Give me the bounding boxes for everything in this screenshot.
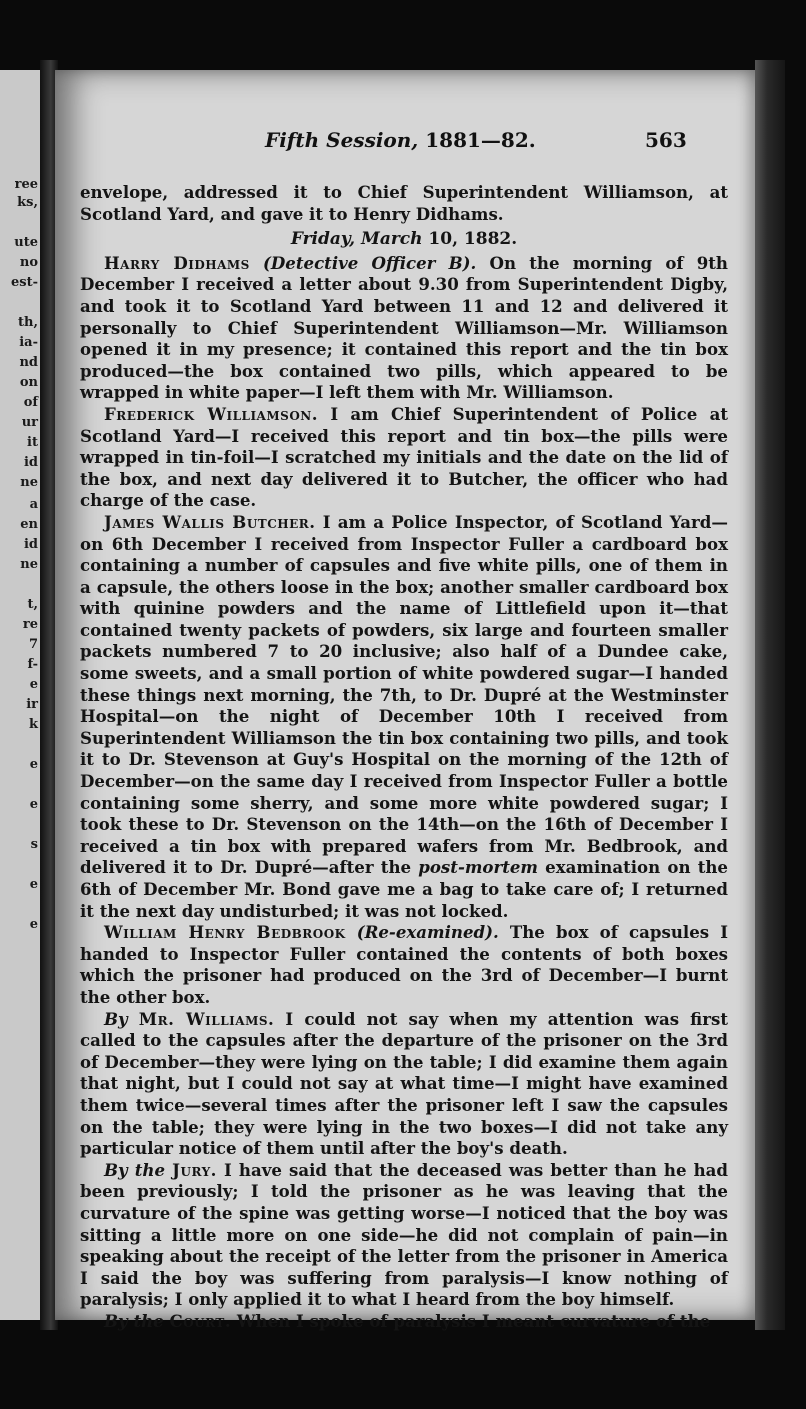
left-page-text-fragment: nd xyxy=(19,355,38,370)
left-page-text-fragment: ne xyxy=(20,557,38,572)
witness-name: James Wallis Butcher. xyxy=(104,511,316,532)
left-page-text-fragment: ne xyxy=(20,475,38,490)
exam-by-jury xyxy=(80,1160,728,1311)
left-page-text-fragment: ks, xyxy=(17,195,38,210)
left-page-text-fragment: ur xyxy=(21,415,38,430)
examiner-prefix: By the xyxy=(104,1310,164,1331)
examiner-prefix: By xyxy=(104,1008,128,1029)
exam-by-court xyxy=(80,1311,728,1333)
italic-term: post-mortem xyxy=(418,857,538,878)
left-page-text-fragment: of xyxy=(23,395,38,410)
testimony-williamson xyxy=(80,404,728,512)
left-page-text-fragment: ute xyxy=(14,235,38,250)
witness-name: Frederick Williamson. xyxy=(104,403,319,424)
testimony-text: When I spoke of paralysis I meant curvature of the xyxy=(231,1310,711,1331)
left-page-text-fragment: s xyxy=(30,837,38,852)
session-label: Fifth Session, xyxy=(265,128,419,152)
left-page-text-fragment: id xyxy=(23,537,38,552)
cross-exam-williams xyxy=(80,1009,728,1160)
dateline-date: 10, 1882. xyxy=(422,229,518,250)
left-page-text-fragment: e xyxy=(29,917,38,932)
witness-role: (Re-examined). xyxy=(356,922,499,943)
left-page-text-fragment: ia- xyxy=(19,335,38,350)
examiner-name: Mr. Williams. xyxy=(138,1008,275,1029)
left-page-text-fragment: en xyxy=(20,517,38,532)
left-page-text-fragment: 7 xyxy=(28,637,38,652)
testimony-text: I am a Police Inspector, of Scotland Yard—on 6th December I received from Inspector Fuller a cardboard box containing a number of capsules and five white pills, one of them in a capsule, the others loose in the box; another smaller cardboard box with quinine powders and the name of Littlefield upon it—that contained twenty packets of powders, six large and fourteen smaller packets numbered 7 to 20 inclusive; also half of a Dundee cake, some sweets, and a small portion of white powdered sugar—I handed these things next morning, the 7th, to Dr. Dupré at the Westminster Hospital—on the night of December 10th I received from Superintendent Williamson the tin box containing two pills, and took it to Dr. Stevenson at Guy's Hospital on the morning of the 12th of December—on the same day I received from Inspector Fuller a bottle containing some sherry, and some more white powdered sugar; I took these to Dr. Stevenson on the 14th—on the 16th of December I received a tin box with prepared wafers from Mr. Bedbrook, and delivered it to Dr. Dupré—after the xyxy=(80,511,728,878)
testimony-text: I could not say when my attention was first called to the capsules after the departure of the prisoner on the 3rd of December—they were lying on the table; I did examine them again that night, but I could not say at what time—I might have examined them twice—several times after the prisoner left I saw the capsules on the table; they were lying in the two boxes—I did not take any particular notice of them until after the boy's death. xyxy=(80,1008,728,1159)
paragraph-continuation: envelope, addressed it to Chief Superintendent Williamson, at Scotland Yard, and gave it to Henry Didhams. xyxy=(80,182,728,224)
left-page-text-fragment: id xyxy=(23,455,38,470)
left-page-text-fragment: re xyxy=(22,617,38,632)
witness-name: Harry Didhams xyxy=(104,252,250,273)
book-page xyxy=(55,70,755,1331)
left-page-text-fragment: e xyxy=(29,877,38,892)
left-page-text-fragment: it xyxy=(27,435,38,450)
witness-name: William Henry Bedbrook xyxy=(104,922,346,943)
dateline xyxy=(80,229,728,251)
left-page-text-fragment: f- xyxy=(27,657,38,672)
testimony-bedbrook xyxy=(80,922,728,1008)
book-edge xyxy=(755,60,785,1330)
testimony-text: I have said that the deceased was better than he had been previously; I told the prisoner as he was leaving that the curvature of the spine was getting worse—I noticed that the boy was sitting a little more on one side—he did not complain of pain—in speaking about the receipt of the letter from the prisoner in America I said the boy was suffering from paralysis—I know nothing of paralysis; I only applied it to what I heard from the boy himself. xyxy=(80,1159,729,1310)
testimony-butcher xyxy=(80,512,728,922)
left-page-text-fragment: th, xyxy=(18,315,38,330)
witness-role: (Detective Officer B). xyxy=(263,252,477,273)
examiner-name: Court. xyxy=(169,1310,232,1331)
left-page-text-fragment: e xyxy=(29,797,38,812)
left-page-text-fragment: ir xyxy=(26,697,38,712)
left-page-text-fragment: est- xyxy=(11,275,38,290)
testimony-didhams xyxy=(80,253,728,404)
testimony-text-cont: examination on the 6th of December Mr. Bond gave me a bag to take care of; I returned it the next day undisturbed; it was not locked. xyxy=(80,857,728,921)
left-page-text-fragment: on xyxy=(19,375,38,390)
session-years: 1881—82. xyxy=(418,128,536,152)
testimony-text: I am Chief Superintendent of Police at Scotland Yard—I received this report and tin box—the pills were wrapped in tin-foil—I scratched my initials and the date on the lid of the box, and next day delivered it to Butcher, the officer who had charge of the case. xyxy=(80,403,728,511)
left-page-text-fragment: no xyxy=(19,255,38,270)
left-page-text-fragment: e xyxy=(29,757,38,772)
session-title xyxy=(265,128,536,152)
left-page-text-fragment: ree xyxy=(14,177,38,192)
left-page-text-fragment: a xyxy=(29,497,38,512)
testimony-text: The box of capsules I handed to Inspector Fuller contained the contents of both boxes which the prisoner had produced on the 3rd of December—I burnt the other box. xyxy=(80,922,728,1007)
page-number: 563 xyxy=(645,128,687,152)
dateline-day: Friday, March xyxy=(290,229,423,250)
left-page-text-fragment: t, xyxy=(27,597,38,612)
examiner-name: Jury. xyxy=(172,1159,217,1180)
previous-page-edge xyxy=(0,70,43,1320)
page-body xyxy=(80,182,728,1332)
left-page-text-fragment: e xyxy=(29,677,38,692)
left-page-text-fragment: k xyxy=(28,717,38,732)
testimony-text: On the morning of 9th December I received a letter about 9.30 from Superintendent Digby, and took it to Scotland Yard between 11 and 12 and delivered it personally to Chief Superintendent Williamson—Mr. Williamson opened it in my presence; it contained this report and the tin box produced—the box contained two pills, which appeared to be wrapped in white paper—I left them with Mr. Williamson. xyxy=(80,252,728,403)
running-header xyxy=(55,128,755,158)
examiner-prefix: By the xyxy=(104,1159,166,1180)
